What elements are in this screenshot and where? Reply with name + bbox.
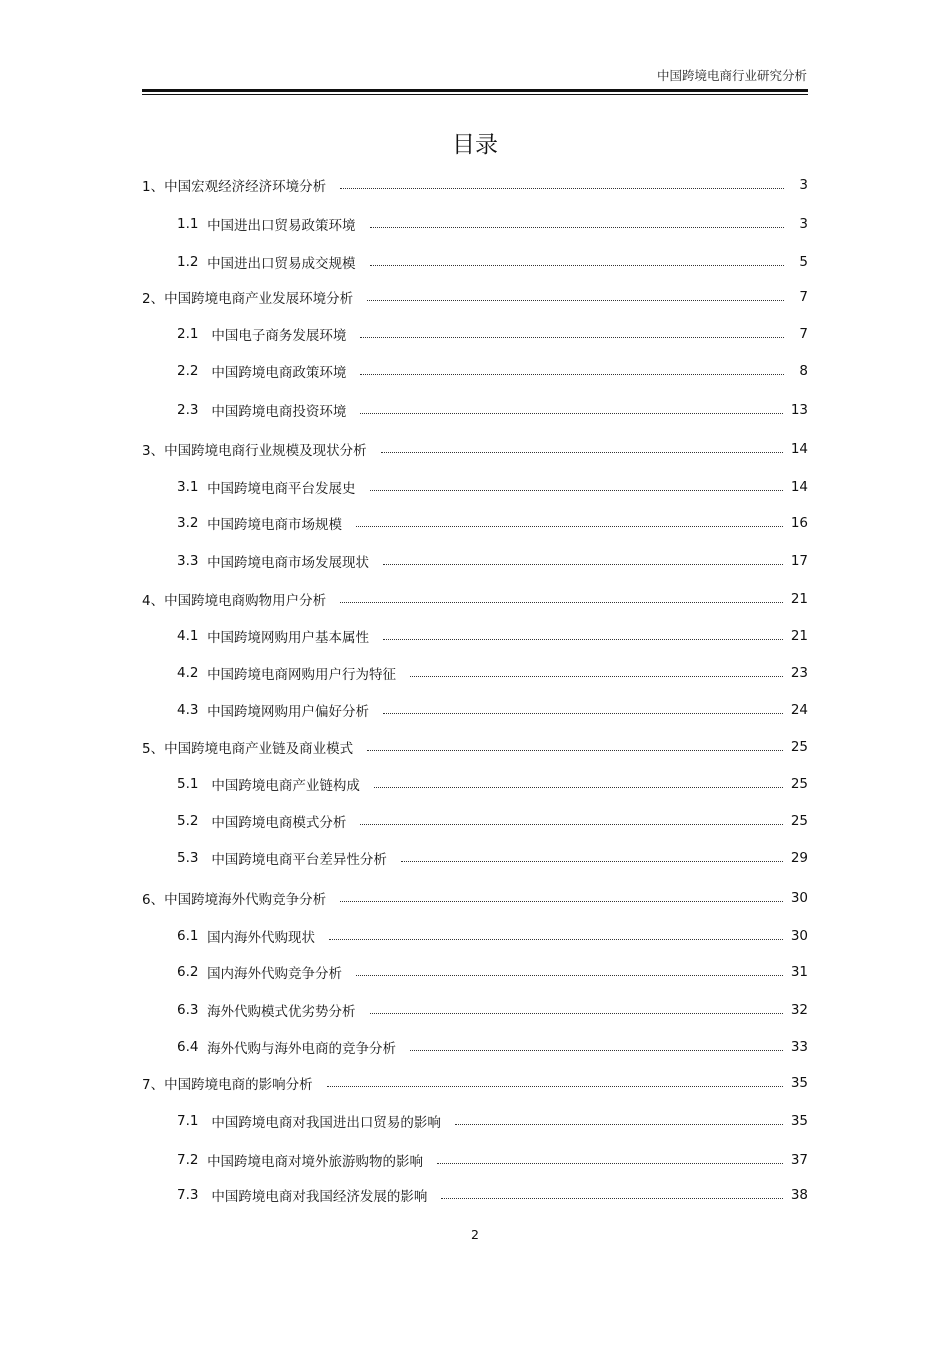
- toc-leader-dots: [383, 551, 783, 571]
- toc-leader-dots: [383, 700, 783, 720]
- toc-entry-page: 14: [790, 479, 808, 495]
- toc-leader-dots: [329, 926, 783, 946]
- running-header-title: 中国跨境电商行业研究分析: [656, 68, 807, 83]
- toc-entry[interactable]: [177, 1150, 808, 1170]
- toc-entry-page: 21: [790, 591, 808, 607]
- toc-leader-dots: [370, 214, 784, 234]
- toc-entry[interactable]: [177, 551, 808, 571]
- toc-entry-page: 7: [799, 289, 808, 305]
- toc-entry[interactable]: [142, 287, 808, 307]
- toc-entry-number: 5.3: [177, 850, 212, 866]
- toc-leader-dots: [381, 439, 783, 459]
- toc-entry-page: 31: [790, 964, 808, 980]
- toc-entry[interactable]: [177, 324, 808, 344]
- toc-entry-text: 中国跨境电商政策环境: [211, 365, 347, 381]
- toc-entry-number: 5.2: [177, 813, 212, 829]
- toc-leader-dots: [367, 287, 784, 307]
- toc-entry-page: 24: [790, 702, 808, 718]
- toc-entry-number: 4.1: [177, 628, 208, 644]
- toc-entry-page: 37: [790, 1152, 808, 1168]
- toc-entry[interactable]: [177, 811, 808, 831]
- toc-entry-page: 16: [790, 515, 808, 531]
- toc-entry-page: 35: [790, 1075, 808, 1091]
- toc-entry-number: 4.2: [177, 665, 208, 681]
- toc-leader-dots: [356, 513, 783, 533]
- toc-entry-number: 6、: [142, 892, 165, 908]
- toc-entry-page: 25: [790, 813, 808, 829]
- toc-leader-dots: [441, 1185, 782, 1205]
- toc-entry-page: 5: [799, 254, 808, 270]
- toc-entry-text: 中国跨境电商网购用户行为特征: [207, 667, 397, 683]
- toc-entry-text: 中国跨境电商产业链构成: [211, 778, 360, 794]
- toc-entry-text: 海外代购模式优劣势分析: [207, 1004, 356, 1020]
- toc-entry[interactable]: [177, 214, 808, 234]
- toc-leader-dots: [437, 1150, 783, 1170]
- toc-entry-text: 中国跨境电商对境外旅游购物的影响: [207, 1154, 424, 1170]
- toc-entry[interactable]: [177, 700, 808, 720]
- toc-entry-text: 中国跨境网购用户偏好分析: [207, 704, 370, 720]
- toc-entry-text: 中国跨境电商平台发展史: [207, 481, 356, 497]
- toc-entry-page: 13: [790, 402, 808, 418]
- toc-entry-number: 6.3: [177, 1002, 208, 1018]
- toc-entry-page: 14: [790, 441, 808, 457]
- toc-leader-dots: [360, 324, 784, 344]
- toc-entry-text: 中国宏观经济经济环境分析: [164, 179, 327, 195]
- toc-entry-text: 中国跨境电商市场发展现状: [207, 555, 370, 571]
- toc-entry-page: 21: [790, 628, 808, 644]
- toc-entry-page: 38: [790, 1187, 808, 1203]
- toc-entry-number: 1.2: [177, 254, 208, 270]
- toc-entry-number: 6.1: [177, 928, 208, 944]
- toc-entry-page: 17: [790, 553, 808, 569]
- toc-entry-page: 7: [799, 326, 808, 342]
- toc-leader-dots: [340, 888, 783, 908]
- toc-entry-number: 6.4: [177, 1039, 208, 1055]
- toc-entry[interactable]: [177, 663, 808, 683]
- toc-entry-number: 5、: [142, 741, 165, 757]
- toc-entry[interactable]: [142, 737, 808, 757]
- toc-leader-dots: [340, 175, 784, 195]
- toc-leader-dots: [410, 1037, 783, 1057]
- toc-entry-text: 中国进出口贸易政策环境: [207, 218, 356, 234]
- toc-entry-page: 33: [790, 1039, 808, 1055]
- toc-leader-dots: [356, 962, 783, 982]
- toc-entry-page: 32: [790, 1002, 808, 1018]
- toc-entry-number: 7.2: [177, 1152, 208, 1168]
- toc-entry[interactable]: [177, 626, 808, 646]
- toc-entry-page: 3: [799, 216, 808, 232]
- toc-entry[interactable]: [177, 1185, 808, 1205]
- toc-leader-dots: [370, 477, 783, 497]
- toc-entry-number: 4、: [142, 593, 165, 609]
- toc-entry-text: 国内海外代购现状: [207, 930, 316, 946]
- toc-entry-text: 中国跨境电商对我国经济发展的影响: [211, 1189, 428, 1205]
- toc-leader-dots: [401, 848, 783, 868]
- toc-entry-text: 中国跨境电商产业发展环境分析: [164, 291, 354, 307]
- toc-entry-text: 中国跨境海外代购竞争分析: [164, 892, 327, 908]
- toc-entry[interactable]: [177, 926, 808, 946]
- toc-entry-text: 中国跨境电商的影响分析: [164, 1077, 313, 1093]
- toc-leader-dots: [360, 361, 784, 381]
- toc-entry-number: 3.2: [177, 515, 208, 531]
- toc-entry-text: 中国进出口贸易成交规模: [207, 256, 356, 272]
- toc-entry[interactable]: [142, 439, 808, 459]
- toc-leader-dots: [374, 774, 783, 794]
- toc-entry-page: 30: [790, 928, 808, 944]
- toc-title: 目录: [452, 132, 498, 158]
- toc-entry-number: 2.1: [177, 326, 212, 342]
- toc-leader-dots: [455, 1111, 783, 1131]
- toc-entry[interactable]: [177, 361, 808, 381]
- toc-entry-text: 中国跨境电商产业链及商业模式: [164, 741, 354, 757]
- toc-entry[interactable]: [177, 962, 808, 982]
- toc-entry[interactable]: [177, 1000, 808, 1020]
- toc-entry[interactable]: [177, 477, 808, 497]
- toc-entry-page: 29: [790, 850, 808, 866]
- toc-leader-dots: [340, 589, 783, 609]
- toc-entry-number: 1、: [142, 179, 165, 195]
- toc-entry-number: 1.1: [177, 216, 208, 232]
- toc-leader-dots: [370, 252, 784, 272]
- toc-leader-dots: [410, 663, 783, 683]
- toc-entry-page: 25: [790, 776, 808, 792]
- toc-entry-text: 中国电子商务发展环境: [211, 328, 347, 344]
- toc-entry-number: 3.3: [177, 553, 208, 569]
- toc-entry-page: 25: [790, 739, 808, 755]
- toc-entry-page: 8: [799, 363, 808, 379]
- toc-entry-number: 3.1: [177, 479, 208, 495]
- toc-entry-page: 35: [790, 1113, 808, 1129]
- toc-entry-number: 3、: [142, 443, 165, 459]
- toc-entry-text: 国内海外代购竞争分析: [207, 966, 343, 982]
- toc-entry[interactable]: [142, 175, 808, 195]
- toc-entry[interactable]: [177, 252, 808, 272]
- toc-entry[interactable]: [177, 848, 808, 868]
- toc-entry-text: 中国跨境电商行业规模及现状分析: [164, 443, 367, 459]
- toc-entry[interactable]: [177, 1111, 808, 1131]
- toc-entry-number: 7.1: [177, 1113, 212, 1129]
- toc-entry-number: 5.1: [177, 776, 212, 792]
- toc-entry[interactable]: [177, 1037, 808, 1057]
- toc-entry-text: 中国跨境电商市场规模: [207, 517, 343, 533]
- toc-entry-text: 中国跨境电商购物用户分析: [164, 593, 327, 609]
- toc-entry[interactable]: [177, 774, 808, 794]
- toc-leader-dots: [360, 811, 782, 831]
- toc-entry-number: 2、: [142, 291, 165, 307]
- toc-entry-text: 中国跨境电商投资环境: [211, 404, 347, 420]
- toc-leader-dots: [367, 737, 783, 757]
- toc-leader-dots: [383, 626, 783, 646]
- toc-entry-text: 海外代购与海外电商的竞争分析: [207, 1041, 397, 1057]
- toc-entry-number: 7.3: [177, 1187, 212, 1203]
- toc-entry[interactable]: [142, 589, 808, 609]
- toc-entry-text: 中国跨境电商模式分析: [211, 815, 347, 831]
- toc-entry-number: 4.3: [177, 702, 208, 718]
- toc-entry-number: 7、: [142, 1077, 165, 1093]
- toc-leader-dots: [360, 400, 782, 420]
- toc-leader-dots: [327, 1073, 783, 1093]
- toc-entry-text: 中国跨境网购用户基本属性: [207, 630, 370, 646]
- toc-entry[interactable]: [142, 1073, 808, 1093]
- toc-entry-text: 中国跨境电商平台差异性分析: [211, 852, 387, 868]
- toc-entry[interactable]: [177, 400, 808, 420]
- toc-entry-page: 30: [790, 890, 808, 906]
- toc-entry-number: 2.2: [177, 363, 212, 379]
- toc-entry[interactable]: [142, 888, 808, 908]
- toc-entry-number: 6.2: [177, 964, 208, 980]
- toc-entry[interactable]: [177, 513, 808, 533]
- toc-entry-page: 3: [799, 177, 808, 193]
- toc-entry-text: 中国跨境电商对我国进出口贸易的影响: [211, 1115, 441, 1131]
- toc-entry-number: 2.3: [177, 402, 212, 418]
- toc-entry-page: 23: [790, 665, 808, 681]
- toc-leader-dots: [370, 1000, 783, 1020]
- page-number: 2: [471, 1227, 479, 1242]
